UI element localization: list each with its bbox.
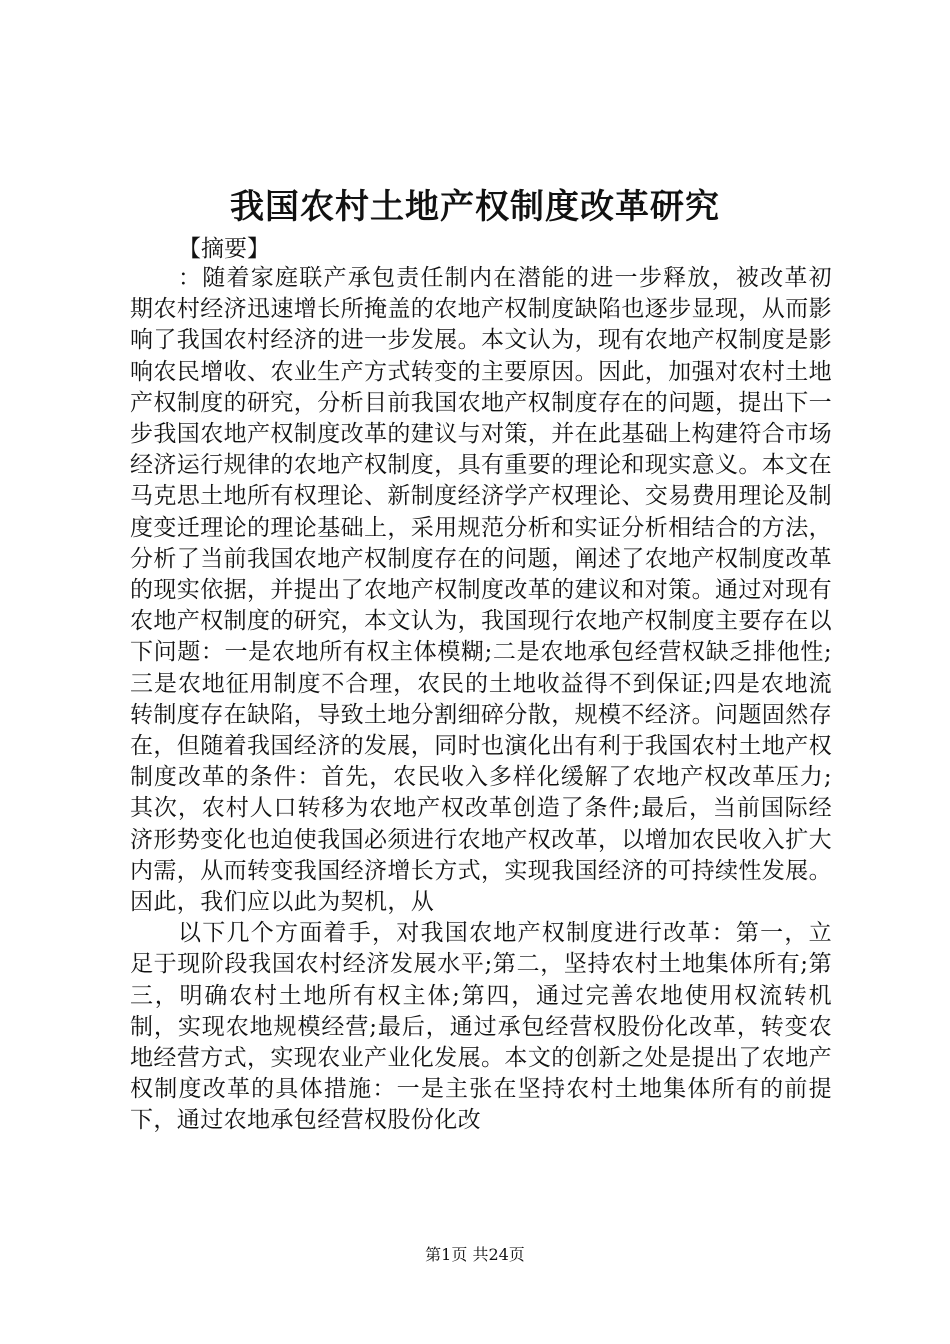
- page-title: 我国农村土地产权制度改革研究: [230, 187, 720, 227]
- page-footer: 第1页 共24页: [425, 1245, 525, 1264]
- paragraph-1: ：随着家庭联产承包责任制内在潜能的进一步释放，被改革初期农村经济迅速增长所掩盖的农地产权制度缺陷也逐步显现，从而影响了我国农村经济的进一步发展。本文认为，现有农地产权制度是影响农民增收、农业生产方式转变的主要原因。因此，加强对农村土地产权制度的研究，分析目前我国农地产权制度存在的问题，提出下一步我国农地产权制度改革的建议与对策，并在此基础上构建符合市场经济运行规律的农地产权制度，具有重要的理论和现实意义。本文在马克思土地所有权理论、新制度经济学产权理论、交易费用理论及制度变迁理论的理论基础上，采用规范分析和实证分析相结合的方法，分析了当前我国农地产权制度存在的问题，阐述了农地产权制度改革的现实依据，并提出了农地产权制度改革的建议和对策。通过对现有农地产权制度的研究，本文认为，我国现行农地产权制度主要存在以下问题：一是农地所有权主体模糊;二是农地承包经营权缺乏排他性;三是农地征用制度不合理，农民的土地收益得不到保证;四是农地流转制度存在缺陷，导致土地分割细碎分散，规模不经济。问题固然存在，但随着我国经济的发展，同时也演化出有利于我国农村土地产权制度改革的条件：首先，农民收入多样化缓解了农地产权改革压力;其次，农村人口转移为农地产权改革创造了条件;最后，当前国际经济形势变化也迫使我国必须进行农地产权改革，以增加农民收入扩大内需，从而转变我国经济增长方式，实现我国经济的可持续性发展。因此，我们应以此为契机，从: [130, 265, 832, 916]
- paragraph-2: 以下几个方面着手，对我国农地产权制度进行改革：第一，立足于现阶段我国农村经济发展水平;第二，坚持农村土地集体所有;第三，明确农村土地所有权主体;第四，通过完善农地使用权流转机制，实现农地规模经营;最后，通过承包经营权股份化改革，转变农地经营方式，实现农业产业化发展。本文的创新之处是提出了农地产权制度改革的具体措施：一是主张在坚持农村土地集体所有的前提下，通过农地承包经营权股份化改: [130, 920, 832, 1134]
- abstract-label: 【摘要】: [178, 236, 270, 262]
- body-text: [130, 263, 832, 1137]
